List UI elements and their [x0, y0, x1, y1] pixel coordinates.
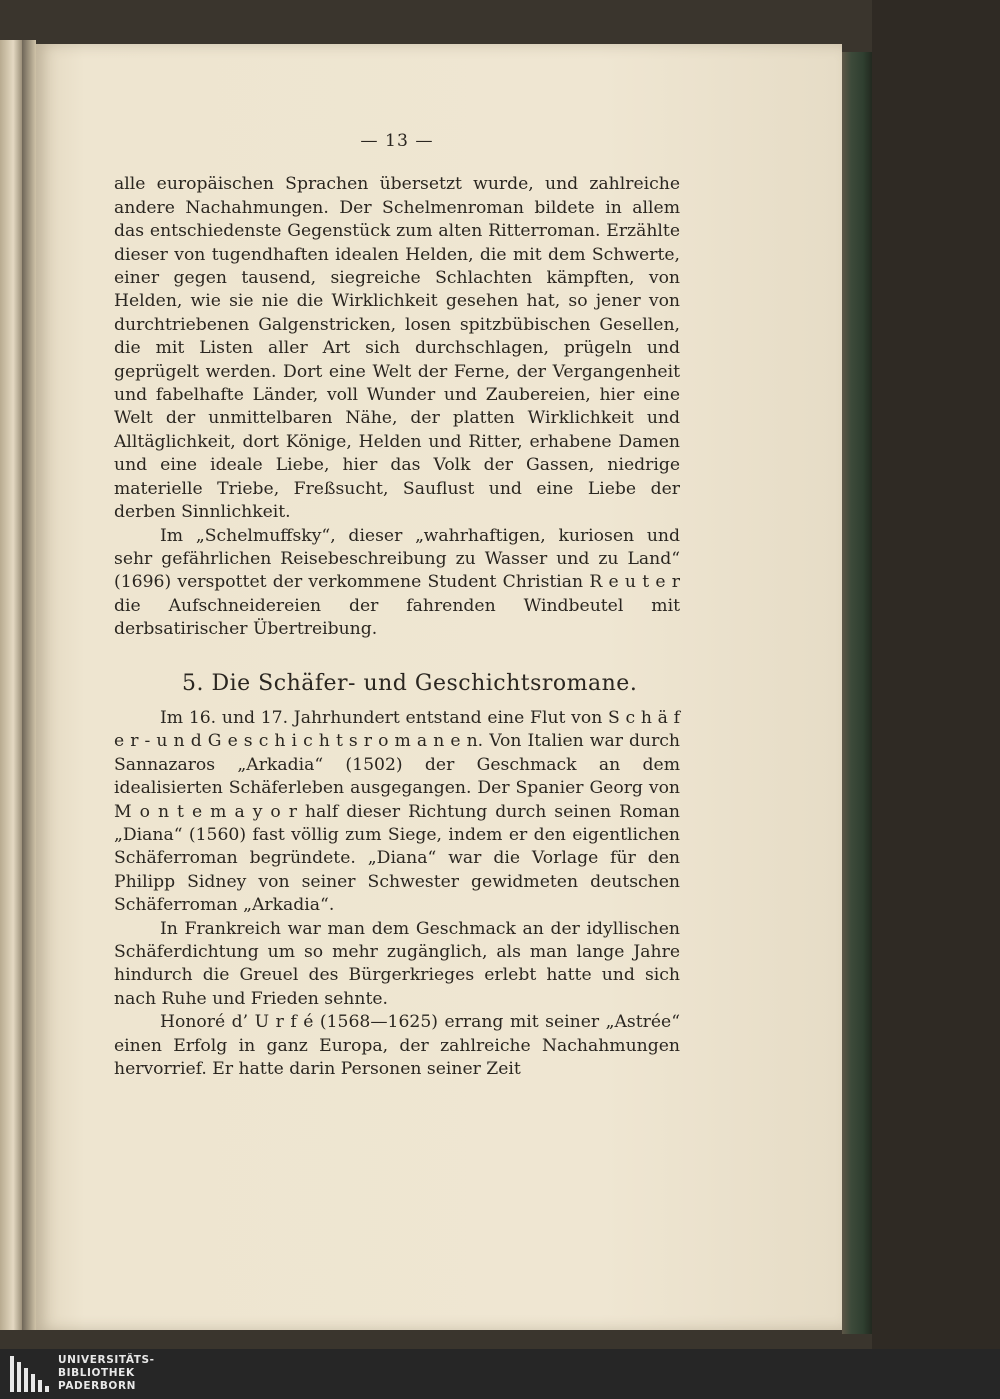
cover-edge: [842, 52, 872, 1334]
library-logo-icon: [10, 1356, 50, 1392]
paragraph: alle europäischen Sprachen übersetzt wurde, und zahlreiche andere Nachahmungen. Der Schelmenroman bildete in allem das entschiedenste Gegenstück zum alten Ritterroman. Erzählte dieser von tugendhaften idealen Helden, die mit dem Schwerte, einer gegen tausend, siegreiche Schlachten kämpften, von Helden, wie sie nie die Wirklichkeit gesehen hat, so jener von durchtriebenen Galgenstricken, losen spitzbübischen Gesellen, die mit Listen aller Art sich durchschlagen, prügeln und geprügelt werden. Dort eine Welt der Ferne, der Vergangenheit und fabelhafte Länder, voll Wunder und Zaubereien, hier eine Welt der unmittelbaren Nähe, der platten Wirklichkeit und Alltäglichkeit, dort Könige, Helden und Ritter, erhabene Damen und eine ideale Liebe, hier das Volk der Gassen, niedrige materielle Triebe, Freßsucht, Sauflust und eine Liebe der derben Sinnlichkeit.: [114, 174, 680, 523]
section-heading: 5. Die Schäfer- und Geschichtsromane.: [182, 670, 638, 696]
library-name: [58, 1354, 155, 1393]
paragraph: In Frankreich war man dem Geschmack an der idyllischen Schäferdichtung um so mehr zugänglich, als man lange Jahre hindurch die Greuel des Bürgerkrieges erlebt hatte und sich nach Ruhe und Frieden sehnte.: [114, 918, 680, 1009]
book-cover: [872, 0, 1000, 1349]
paragraph: Im „Schelmuffsky“, dieser „wahrhaftigen, kuriosen und sehr gefährlichen Reisebeschreibung zu Wasser und zu Land“ (1696) verspottet der verkommene Student Christian R e u t e r die Aufschneidereien der fahrenden Windbeutel mit derbsatirischer Übertreibung.: [114, 525, 680, 640]
left-page-edge: [0, 40, 22, 1330]
book-gutter: [22, 40, 36, 1330]
library-name-line: UNIVERSITÄTS-: [58, 1354, 155, 1366]
library-name-line: PADERBORN: [58, 1380, 137, 1392]
paragraph: Honoré d’ U r f é (1568—1625) errang mit seiner „Astrée“ einen Erfolg in ganz Europa, der zahlreiche Nachahmungen hervorrief. Er hatte darin Personen seiner Zeit: [114, 1012, 680, 1080]
text-block: [114, 130, 680, 1081]
library-name-line: BIBLIOTHEK: [58, 1367, 135, 1379]
paragraph: Im 16. und 17. Jahrhundert entstand eine Flut von S c h ä f e r - u n d G e s c h i c h t s r o m a n e n. Von Italien war durch Sannazaros „Arkadia“ (1502) der Geschmack an dem idealisierten Schäferleben ausgegangen. Der Spanier Georg von M o n t e m a y o r half dieser Richtung durch seinen Roman „Diana“ (1560) fast völlig zum Siege, indem er den eigentlichen Schäferroman begründete. „Diana“ war die Vorlage für den Philipp Sidney von seiner Schwester gewidmeten deutschen Schäferroman „Arkadia“.: [114, 707, 680, 916]
library-footer: [0, 1349, 1000, 1399]
page-number: — 13 —: [360, 131, 434, 151]
